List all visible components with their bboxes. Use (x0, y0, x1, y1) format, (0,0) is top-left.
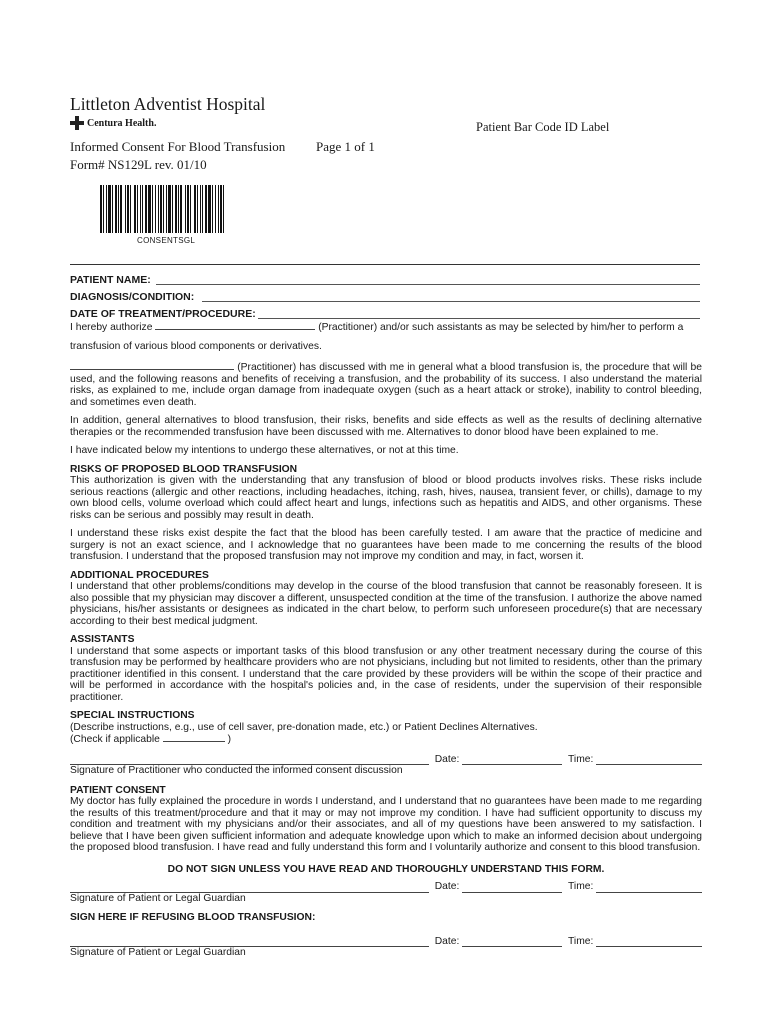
barcode-bar (106, 185, 107, 233)
discussed-text: (Practitioner) has discussed with me in general what a blood transfusion is, the procedure that will be used, and the following reasons and benefits of receiving a transfusion, and the probability of its success. I also understand the material risks, as explained to me, include organ damage from inadequate oxygen (such as a heart attack or stroke), inability to control bleeding, and sometimes even death. (70, 362, 702, 408)
patient-signature-caption: Signature of Patient or Legal Guardian (70, 892, 246, 904)
barcode-bar (142, 185, 143, 233)
barcode-bar (178, 185, 179, 233)
barcode-bar (175, 185, 177, 233)
check-prefix: (Check if applicable (70, 734, 160, 745)
barcode-bar (155, 185, 156, 233)
barcode-bar (120, 185, 122, 233)
authorize-suffix: (Practitioner) and/or such assistants as may be selected by him/her to perform a (318, 322, 684, 333)
consent-text: My doctor has fully explained the procedure in words I understand, and I understand that no guarantees have been made to me regarding the results of this treatment/procedure and that it may or may not improve my condition. I have had sufficient opportunity to discuss my condition and treatment with my physicians and/or their associates, and all of my questions have been answered to my satisfaction. I believe that I have been given sufficient information and adequate knowledge upon which to make an informed decision about undergoing the proposed blood transfusion. I have read and fully understand this form and I voluntarily authorize and consent to this blood transfusion. (70, 796, 702, 853)
alternatives-text: In addition, general alternatives to blood transfusion, their risks, benefits and side effects as well as the results of declining alternative therapies or the recommended transfusion have been discussed with me. Alternatives to donor blood have been explained to me. (70, 415, 702, 438)
barcode-bar (130, 185, 131, 233)
barcode-bar (152, 185, 153, 233)
form-title: Informed Consent For Blood Transfusion (70, 139, 286, 154)
check-suffix: ) (227, 734, 232, 745)
practitioner-signature-caption: Signature of Practitioner who conducted the informed consent discussion (70, 765, 403, 776)
additional-text: I understand that other problems/conditions may develop in the course of the blood transfusion that cannot be reasonably foreseen. It is also possible that my physician may discover a different, unsuspected condition at the time of the transfusion. I authorize the above named physicians, his/her assistants or designees as indicated in the chart below, to perform such unforeseen procedure(s) that are necessary according to their best medical judgment. (70, 581, 702, 627)
practitioner-date-field[interactable] (462, 754, 562, 765)
barcode-bar (205, 185, 207, 233)
barcode-bar (100, 185, 102, 233)
barcode-bar (168, 185, 171, 233)
barcode-bar (137, 185, 138, 233)
consent-body (70, 321, 702, 959)
refusal-time-field[interactable] (596, 936, 702, 947)
barcode-bar (215, 185, 216, 233)
treatment-date-field[interactable] (258, 318, 700, 319)
barcode-bar (187, 185, 189, 233)
barcode-id-label: Patient Bar Code ID Label (476, 120, 610, 134)
logo-text: Centura Health. (87, 117, 157, 129)
time-label: Time: (568, 753, 594, 765)
patient-name-field[interactable] (156, 284, 700, 285)
cross-icon (70, 116, 84, 130)
date-label: Date: (434, 753, 460, 765)
barcode-bar (223, 185, 224, 233)
special-heading: SPECIAL INSTRUCTIONS (70, 710, 195, 721)
patient-signature-field[interactable] (70, 882, 429, 893)
barcode-bar (127, 185, 129, 233)
barcode-bar (140, 185, 141, 233)
centura-logo (70, 116, 156, 130)
barcode-bar (220, 185, 222, 233)
barcode-text: CONSENTSGL (137, 236, 196, 245)
hospital-name: Littleton Adventist Hospital (70, 94, 266, 114)
barcode-bar (166, 185, 167, 233)
barcode-bar (208, 185, 211, 233)
refuse-heading: SIGN HERE IF REFUSING BLOOD TRANSFUSION: (70, 912, 316, 923)
barcode-bar (134, 185, 136, 233)
consent-heading: PATIENT CONSENT (70, 784, 166, 796)
barcode-bar (194, 185, 196, 233)
date-label: Date: (434, 935, 460, 947)
barcode-bar (103, 185, 104, 233)
barcode-icon (100, 185, 224, 233)
barcode-bar (172, 185, 173, 233)
patient-name-label: PATIENT NAME: (70, 274, 151, 286)
barcode-bar (180, 185, 182, 233)
date-label: Date: (434, 881, 460, 892)
diagnosis-label: DIAGNOSIS/CONDITION: (70, 291, 195, 303)
assistants-text: I understand that some aspects or important tasks of this blood transfusion or any other treatment necessary during the course of this transfusion may be performed by healthcare providers who are not physicians, including but not limited to residents, other than the primary practitioner identified in this consent. I understand that the care provided by these providers will be within the scope of their practice and will be performed in accordance with the hospital's policies and, in the case of residents, under the supervision of their responsible practitioner. (70, 645, 702, 703)
barcode-bar (185, 185, 186, 233)
barcode-bar (212, 185, 213, 233)
do-not-sign-warning: DO NOT SIGN UNLESS YOU HAVE READ AND THOROUGHLY UNDERSTAND THIS FORM. (167, 863, 605, 875)
barcode-bar (125, 185, 126, 233)
time-label: Time: (568, 935, 594, 947)
risks-text: This authorization is given with the understanding that any transfusion of blood or blood products involves risks. These risks include serious reactions (allergic and other reactions, including headaches, itching, rash, hives, nausea, transient fever, or chills), damage to my own blood cells, volume overload which could affect heart and lungs, infections such as hepatitis and AIDS, and other organisms. These risks can be serious and possibly may result in death. (70, 475, 702, 521)
intentions-text: I have indicated below my intentions to undergo these alternatives, or not at this time. (70, 445, 459, 456)
refusal-signature-field[interactable] (70, 936, 429, 947)
barcode-bar (190, 185, 191, 233)
barcode-bar (202, 185, 203, 233)
patient-date-field[interactable] (462, 882, 562, 893)
treatment-date-label: DATE OF TREATMENT/PROCEDURE: (70, 308, 256, 320)
barcode-bar (197, 185, 198, 233)
time-label: Time: (568, 881, 594, 892)
check-field[interactable] (163, 733, 225, 742)
authorized-practitioner-field[interactable] (155, 321, 315, 330)
barcode-bar (163, 185, 164, 233)
special-text: (Describe instructions, e.g., use of cell saver, pre-donation made, etc.) or Patient Declines Alternatives. (70, 721, 538, 733)
authorize-prefix: I hereby authorize (70, 322, 153, 333)
barcode-bar (118, 185, 119, 233)
barcode-bar (148, 185, 151, 233)
barcode-bar (112, 185, 113, 233)
understand-risks-text: I understand these risks exist despite the fact that the blood has been carefully tested. I am aware that the practice of medicine and surgery is not an exact science, and I acknowledge that no guarantees have been made to me concerning the results of the blood transfusion. I understand that the proposed transfusion may not improve my condition and may, in fact, worsen it. (70, 528, 702, 562)
practitioner-time-field[interactable] (596, 754, 702, 765)
form-number: Form# NS129L rev. 01/10 (70, 157, 207, 172)
practitioner-signature-field[interactable] (70, 754, 429, 765)
barcode-bar (108, 185, 111, 233)
discussing-practitioner-field[interactable] (70, 361, 234, 370)
barcode-bar (115, 185, 117, 233)
barcode-bar (218, 185, 219, 233)
diagnosis-field[interactable] (202, 301, 700, 302)
authorize-line2: transfusion of various blood components or derivatives. (70, 340, 322, 352)
additional-heading: ADDITIONAL PROCEDURES (70, 569, 209, 581)
header-divider (70, 264, 700, 265)
barcode-bar (200, 185, 201, 233)
patient-time-field[interactable] (596, 882, 702, 893)
assistants-heading: ASSISTANTS (70, 634, 135, 645)
barcode-bar (145, 185, 147, 233)
risks-heading: RISKS OF PROPOSED BLOOD TRANSFUSION (70, 463, 298, 475)
barcode-bar (158, 185, 159, 233)
refusal-date-field[interactable] (462, 936, 562, 947)
page-number: Page 1 of 1 (316, 139, 375, 154)
barcode-bar (160, 185, 162, 233)
refusal-signature-caption: Signature of Patient or Legal Guardian (70, 947, 246, 958)
